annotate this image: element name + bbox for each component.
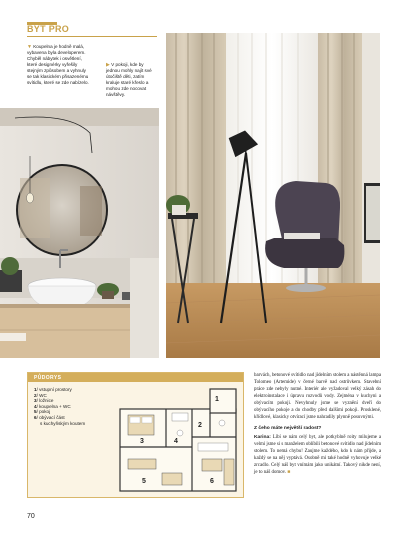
floor-plan-label: PŮDORYS — [34, 374, 62, 381]
floor-plan-box — [27, 372, 244, 498]
article-question: Z čeho máte největší radost? — [254, 426, 322, 431]
article-paragraph: barvách, betonové svítidlo nad jídelním stolem a nástěnná lampa Tolomeo (Artemide) v černé barvě nad ostrůvkem. Stavební práce zde nebyly nutné. Interiér ale vyžadoval velký zásah do elektroinstalace i úpravu rozvodů vody. Zejména v kuchyni a obývacím pokoji. Nevyhnuly jsme se vyznění dveří do obývacího pokoje a do chodby před dalšími pokoji. Prosklené, křídlové, klasicky otvírací jsme nahradily plynně posuvnými. — [254, 373, 381, 420]
room-photo — [166, 33, 380, 358]
room-number: 6 — [210, 478, 214, 485]
caption-right: ▶ V pokoji, kde by jednou mohly najít své útočiště děti, zatím kraluje staré křeslo a mohou zde nocovat návštěvy. — [106, 62, 152, 97]
room-number: 2 — [198, 422, 202, 429]
section-title: BYT PRO — [27, 24, 70, 34]
legend-item: 3/ ložnice — [34, 398, 54, 404]
legend-item: 4/ koupelna + WC — [34, 403, 71, 409]
room-number: 1 — [215, 396, 219, 403]
room-number: 5 — [142, 478, 146, 485]
room-number: 3 — [140, 438, 144, 445]
floor-plan-legend — [34, 387, 85, 426]
legend-item: 6/ obývací část — [34, 414, 65, 420]
floor-plan-drawing — [118, 387, 240, 495]
room-number: 4 — [174, 438, 178, 445]
answer-speaker: Karina: — [254, 434, 271, 440]
legend-item: 1/ vstupní prostory — [34, 387, 72, 392]
floor-plan-header — [28, 373, 243, 382]
caption-triangle-icon: ▼ — [27, 44, 32, 50]
legend-item: 2/ WC — [34, 392, 47, 398]
legend-item: s kuchyňským koutem — [40, 420, 86, 426]
section-divider — [27, 36, 157, 37]
caption-left: ▼ Koupelna je hodně malá, vybavena byla developerem. Chyběl nábytek i osvětlení, které designérky vyřešily stejným způsobem a vyhnuly se tak klasickém přisazenému svítidlu, které se zde nabízelo. — [27, 44, 89, 85]
caption-triangle-icon: ▶ — [106, 62, 110, 68]
article-text — [254, 372, 381, 477]
article-answer: Karina: Líbí se nám celý byt, ale potkyblně roity milujeme a velmi jsme si s manželem oblíbili betonové svítidlo nad jídelním stolem. To nemá chybu! Zaujme každého, kdo k nám přijde, a každý se na něj vyptává. Osobně mi také hodně vyhovuje velké zrcadlo. Celý náš byt vnímám jako unikátní. Takový nikde není, je to náš domov. ■ — [254, 434, 381, 475]
legend-item: 5/ pokoj — [34, 409, 51, 415]
page-number: 70 — [27, 513, 35, 520]
end-mark-icon: ■ — [287, 468, 291, 475]
bathroom-photo — [0, 108, 159, 358]
